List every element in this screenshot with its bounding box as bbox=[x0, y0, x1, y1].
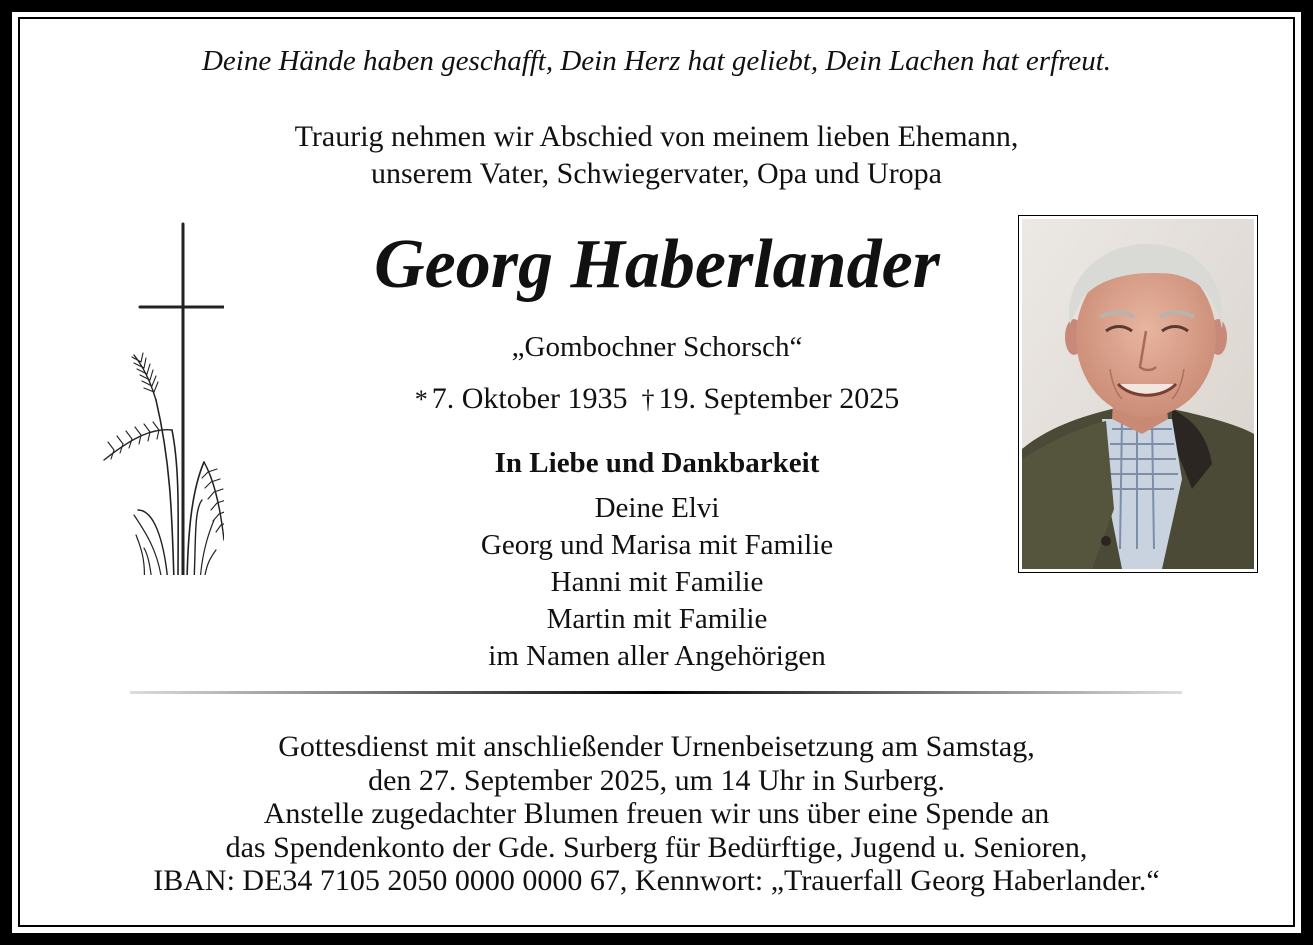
service-line: das Spendenkonto der Gde. Surberg für Bedürftige, Jugend u. Senioren, bbox=[225, 830, 1088, 864]
death-date: 19. September 2025 bbox=[658, 382, 900, 415]
life-dates bbox=[312, 382, 1002, 416]
mourner-line: Deine Elvi bbox=[594, 492, 720, 524]
mourners-list bbox=[312, 490, 1002, 675]
intro-line: unserem Vater, Schwiegervater, Opa und Uropa bbox=[370, 157, 942, 190]
mourner-line: Hanni mit Familie bbox=[550, 566, 764, 598]
cross-with-wheat-icon bbox=[84, 210, 224, 575]
service-line: Anstelle zugedachter Blumen freuen wir uns über eine Spende an bbox=[263, 797, 1050, 830]
service-line: Gottesdienst mit anschließender Urnenbeisetzung am Samstag, bbox=[278, 730, 1035, 763]
thanks-heading: In Liebe und Dankbarkeit bbox=[494, 447, 820, 479]
service-line: IBAN: DE34 7105 2050 0000 0000 67, Kennwort: „Trauerfall Georg Haberlander.“ bbox=[153, 864, 1160, 897]
deceased-name: Georg Haberlander bbox=[374, 226, 940, 303]
birth-symbol: * bbox=[414, 385, 428, 414]
divider bbox=[130, 691, 1182, 694]
portrait-frame bbox=[1018, 215, 1258, 573]
service-line: den 27. September 2025, um 14 Uhr in Surberg. bbox=[368, 763, 945, 797]
intro-text bbox=[12, 118, 1301, 192]
death-symbol: † bbox=[641, 385, 655, 414]
motto: Deine Hände haben geschafft, Dein Herz hat geliebt, Dein Lachen hat erfreut. bbox=[201, 45, 1111, 77]
mourner-line: Georg und Marisa mit Familie bbox=[480, 529, 834, 561]
mourner-line: im Namen aller Angehörigen bbox=[488, 640, 826, 672]
service-info bbox=[12, 730, 1301, 898]
birth-date: 7. Oktober 1935 bbox=[431, 382, 628, 415]
portrait-photo bbox=[1022, 219, 1254, 569]
intro-line: Traurig nehmen wir Abschied von meinem lieben Ehemann, bbox=[294, 120, 1019, 153]
nickname: „Gombochner Schorsch“ bbox=[511, 331, 803, 363]
mourner-line: Martin mit Familie bbox=[546, 603, 768, 635]
